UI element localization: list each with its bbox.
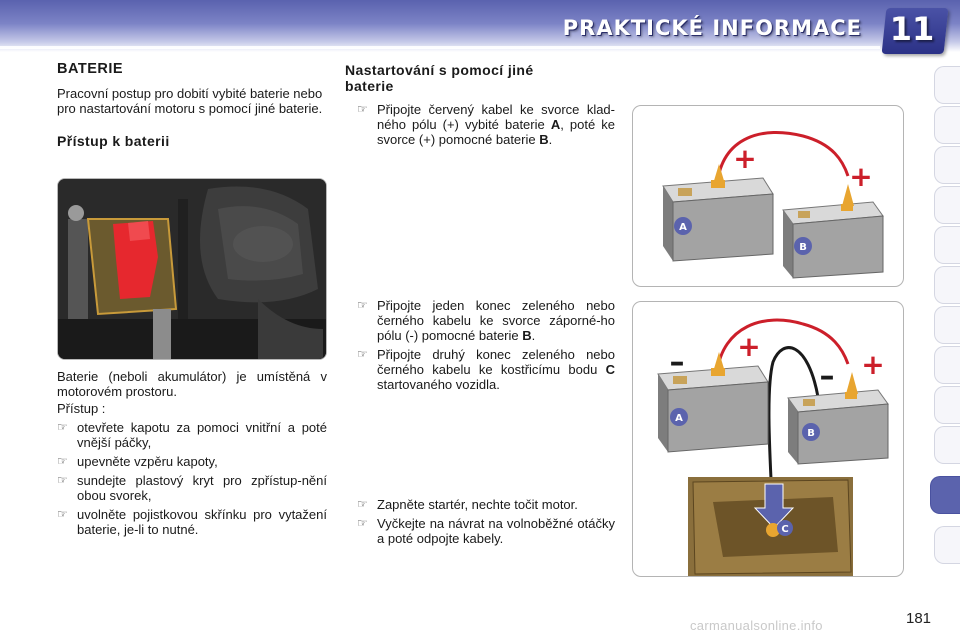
jump-start-steps-4-5 bbox=[357, 497, 615, 546]
section-title-battery: BATERIE bbox=[57, 61, 124, 77]
header-divider bbox=[0, 46, 880, 49]
access-step-3: sundejte plastový kryt pro zpřístup-nění obou svorek, bbox=[77, 473, 327, 503]
ground-point-c-label: C bbox=[781, 524, 789, 535]
pointing-hand-icon: ☞ bbox=[357, 102, 368, 116]
subsection-title-access: Přístup k baterii bbox=[57, 133, 170, 149]
step2-text: Připojte jeden konec zeleného nebo černého kabelu ke svorce záporné-ho pólu (-) pomocné baterie bbox=[377, 298, 615, 343]
step4-text: Zapněte startér, nechte točit motor. bbox=[377, 497, 578, 512]
step1-text-mid: , poté ke svorce (+) pomocné baterie bbox=[377, 117, 615, 147]
pointing-hand-icon: ☞ bbox=[357, 347, 368, 361]
pointing-hand-icon: ☞ bbox=[57, 473, 68, 487]
engine-bay-illustration bbox=[58, 179, 327, 360]
step3-text-end: startovaného vozidla. bbox=[377, 377, 500, 392]
chapter-tab-8[interactable] bbox=[934, 346, 960, 384]
list-item bbox=[357, 298, 615, 343]
chapter-number: 11 bbox=[889, 10, 935, 48]
battery-b-ref: B bbox=[522, 328, 532, 343]
access-step-2: upevněte vzpěru kapoty, bbox=[77, 454, 218, 469]
chapter-tab-3[interactable] bbox=[934, 146, 960, 184]
pointing-hand-icon: ☞ bbox=[357, 497, 368, 511]
chapter-tab-9[interactable] bbox=[934, 386, 960, 424]
access-step-4: uvolněte pojistkovou skřínku pro vytažení baterie, je-li to nutné. bbox=[77, 507, 327, 537]
section-title-jump-start: Nastartování s pomocí jiné baterie bbox=[345, 62, 534, 94]
pointing-hand-icon: ☞ bbox=[357, 298, 368, 312]
minus-sign-b: – bbox=[819, 359, 835, 394]
ground-point-c-ref: C bbox=[605, 362, 615, 377]
chapter-tab-2[interactable] bbox=[934, 106, 960, 144]
left-column-bottom bbox=[57, 369, 327, 537]
engine-bay-photo bbox=[57, 178, 327, 360]
pointing-hand-icon: ☞ bbox=[57, 454, 68, 468]
chapter-tab-6[interactable] bbox=[934, 266, 960, 304]
pointing-hand-icon: ☞ bbox=[57, 507, 68, 521]
step5-text: Vyčkejte na návrat na volnoběžné otáčky a poté odpojte kabely. bbox=[377, 516, 615, 546]
plus-sign-a: + bbox=[733, 142, 757, 175]
access-label: Přístup : bbox=[57, 401, 106, 416]
battery-a-ref: A bbox=[550, 117, 561, 132]
battery-a-label: A bbox=[675, 413, 683, 424]
pointing-hand-icon: ☞ bbox=[357, 516, 368, 530]
step1-text-end: . bbox=[548, 132, 553, 147]
watermark: carmanualsonline.info bbox=[690, 618, 823, 633]
jump-start-step-1 bbox=[357, 102, 615, 147]
list-item bbox=[357, 102, 615, 147]
step1-text: Připojte červený kabel ke svorce klad-ného pólu (+) vybité baterie bbox=[377, 102, 615, 132]
plus-sign-b: + bbox=[849, 160, 873, 193]
battery-location-text: Baterie (neboli akumulátor) je umístěná v motorovém prostoru. bbox=[57, 369, 327, 399]
chapter-tab-4[interactable] bbox=[934, 186, 960, 224]
chapter-tabs-rail bbox=[930, 66, 960, 582]
chapter-tab-5[interactable] bbox=[934, 226, 960, 264]
battery-b-ref: B bbox=[539, 132, 549, 147]
access-step-1: otevřete kapotu za pomoci vnitřní a poté vnější páčky, bbox=[77, 420, 327, 450]
battery-b-label: B bbox=[807, 428, 815, 439]
pointing-hand-icon: ☞ bbox=[57, 420, 68, 434]
battery-a-label: A bbox=[679, 222, 687, 233]
step2-text-end: . bbox=[531, 328, 536, 343]
chapter-tab-7[interactable] bbox=[934, 306, 960, 344]
step3-text: Připojte druhý konec zeleného nebo černého kabelu ke kostřicímu bodu bbox=[377, 347, 615, 377]
figure-red-cable bbox=[632, 105, 904, 287]
page-title: PRAKTICKÉ INFORMACE bbox=[562, 16, 862, 40]
red-cable-illustration bbox=[633, 106, 904, 287]
jump-start-title-block bbox=[345, 62, 585, 94]
list-item bbox=[57, 454, 327, 469]
battery-b-label: B bbox=[799, 242, 807, 253]
intro-paragraph: Pracovní postup pro dobití vybité baterie nebo pro nastartování motoru s pomocí jiné baterie. bbox=[57, 86, 323, 116]
plus-sign-b: + bbox=[861, 348, 885, 381]
page-number: 181 bbox=[906, 610, 932, 627]
chapter-tab-1[interactable] bbox=[934, 66, 960, 104]
both-cables-illustration bbox=[633, 302, 904, 577]
list-item bbox=[57, 507, 327, 537]
chapter-tab-11-active[interactable] bbox=[930, 476, 960, 514]
list-item bbox=[57, 420, 327, 450]
figure-both-cables bbox=[632, 301, 904, 577]
minus-sign-a: – bbox=[669, 345, 685, 380]
list-item bbox=[357, 497, 615, 512]
list-item bbox=[357, 347, 615, 392]
chapter-tab-10[interactable] bbox=[934, 426, 960, 464]
chapter-tab-12[interactable] bbox=[934, 526, 960, 564]
jump-start-steps-2-3 bbox=[357, 298, 615, 392]
list-item bbox=[57, 473, 327, 503]
list-item bbox=[357, 516, 615, 546]
left-column-top bbox=[57, 62, 327, 149]
plus-sign-a: + bbox=[737, 330, 761, 363]
